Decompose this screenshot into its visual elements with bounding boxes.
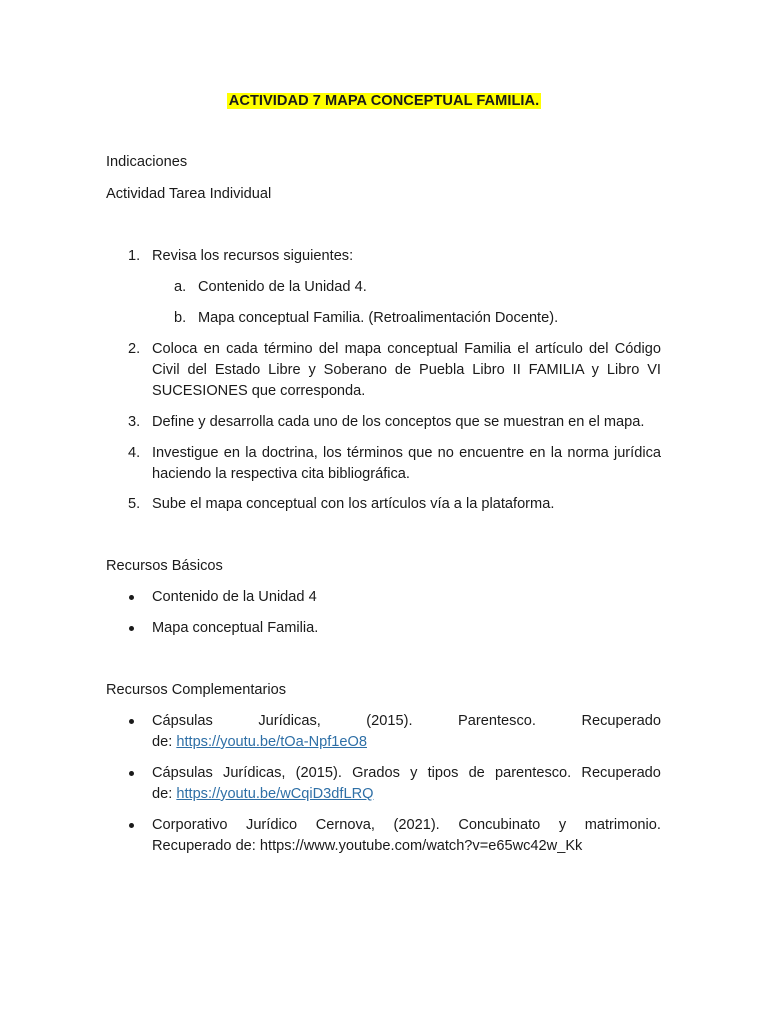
recursos-basicos-heading: Recursos Básicos [106,558,223,574]
reference-word: (2015). [366,713,413,729]
reference-word: (2021). [393,817,440,833]
sub-instruction-item [174,277,367,298]
instruction-text: Investigue en la doctrina, los términos que no encuentre en la norma jurídica haciendo la respectiva cita bibliográfica. [152,445,661,482]
instruction-item [128,339,661,401]
reference-word: Jurídicas, [258,713,321,729]
indicaciones-heading: Indicaciones [106,154,188,170]
document-title: ACTIVIDAD 7 MAPA CONCEPTUAL FAMILIA. [228,93,540,109]
reference-item [128,711,661,753]
actividad-tipo: Actividad Tarea Individual [106,186,272,202]
instruction-text: Sube el mapa conceptual con los artículos vía a la plataforma. [152,496,555,512]
reference-line: Recuperado de: https://www.youtube.com/watch?v=e65wc42w_Kk [152,837,583,854]
reference-word: Cernova, [315,817,375,833]
bullet-icon [129,823,134,828]
instruction-number: 4. [128,445,141,461]
list-item [128,587,661,608]
sub-instruction-letter: a. [174,279,187,295]
instruction-number: 3. [128,414,141,430]
instruction-text: Coloca en cada término del mapa conceptual Familia el artículo del Código Civil del Estado Libre y Soberano de Puebla Libro II FAMILIA y Libro VI SUCESIONES que corresponda. [152,341,661,399]
recursos-complementarios-heading: Recursos Complementarios [106,682,287,698]
reference-item [128,763,661,805]
list-item-text: Mapa conceptual Familia. [152,620,319,636]
reference-word: Recuperado [581,713,661,729]
reference-word: Recuperado [581,765,661,781]
sub-instruction-text: Mapa conceptual Familia. (Retroalimentación Docente). [198,310,559,326]
reference-word: Jurídico [246,817,298,833]
reference-word: tipos [427,765,459,781]
bullet-icon [129,595,134,600]
reference-word: Corporativo [152,817,228,833]
reference-line [152,763,661,784]
instruction-item [128,412,661,433]
reference-word: Jurídicas, [223,765,286,781]
instruction-text: Revisa los recursos siguientes: [152,248,354,264]
reference-word: Grados [352,765,400,781]
instruction-item [128,443,661,485]
instruction-number: 1. [128,248,141,264]
bullet-icon [129,626,134,631]
reference-line [152,784,661,805]
title-block [0,91,768,112]
instruction-number: 5. [128,496,141,512]
list-item-text: Contenido de la Unidad 4 [152,589,317,605]
reference-item [128,815,661,857]
reference-line [152,815,661,836]
reference-prefix: de: [152,733,177,750]
reference-link[interactable]: https://youtu.be/tOa-Npf1eO8 [176,733,367,750]
instruction-item [128,246,661,267]
instruction-number: 2. [128,341,141,357]
reference-word: de [468,765,485,781]
instruction-text: Define y desarrolla cada uno de los conceptos que se muestran en el mapa. [152,414,645,430]
reference-line [152,732,661,753]
sub-instruction-letter: b. [174,310,187,326]
reference-word: matrimonio. [584,817,661,833]
reference-word: parentesco. [494,765,572,781]
reference-link[interactable]: https://youtu.be/wCqiD3dfLRQ [176,785,374,802]
sub-instruction-text: Contenido de la Unidad 4. [198,279,367,295]
reference-word: y [558,817,567,833]
sub-instruction-item [174,308,558,329]
reference-word: Cápsulas [152,765,213,781]
reference-word: y [410,765,418,781]
bullet-icon [129,771,134,776]
reference-word: Parentesco. [458,713,536,729]
instruction-item [128,494,661,515]
reference-word: (2015). [295,765,342,781]
reference-prefix: de: [152,785,177,802]
list-item [128,618,661,639]
reference-line [152,711,661,732]
bullet-icon [129,719,134,724]
reference-word: Concubinato [458,817,541,833]
reference-word: Cápsulas [152,713,213,729]
